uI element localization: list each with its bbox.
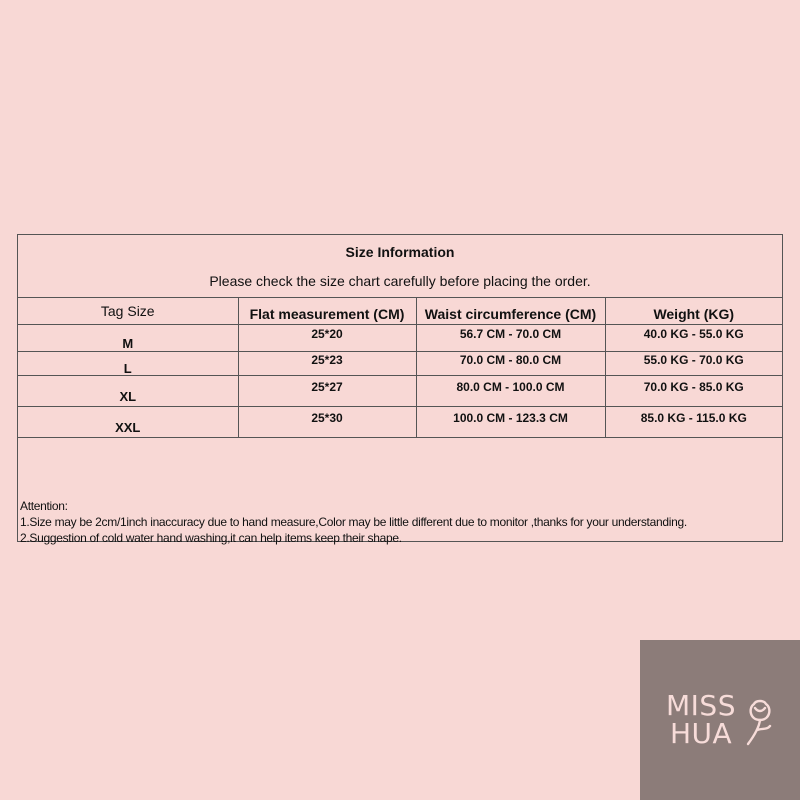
waist-cell	[416, 407, 605, 438]
weight-text: 85.0 KG - 115.0 KG	[640, 411, 747, 425]
table-row	[18, 352, 782, 376]
weight-cell	[605, 407, 782, 438]
weight-text: 40.0 KG - 55.0 KG	[643, 327, 744, 341]
waist-cell	[416, 352, 605, 376]
flat-cell	[238, 325, 416, 352]
flower-icon	[740, 698, 780, 748]
tag-size-cell	[18, 325, 238, 352]
size-table	[18, 297, 782, 438]
table-header-row	[18, 298, 782, 325]
weight-cell	[605, 352, 782, 376]
header-weight-text: Weight (KG)	[653, 306, 735, 322]
attention-note-1: 1.Size may be 2cm/1inch inaccuracy due to hand measure,Color may be little different due to monitor ,thanks for your understanding.	[20, 515, 687, 529]
header-waist-circumference-text: Waist circumference (CM)	[424, 306, 597, 322]
header-flat-measurement-text: Flat measurement (CM)	[249, 306, 405, 322]
logo-text	[666, 689, 736, 750]
flat-cell	[238, 352, 416, 376]
header-waist-circumference	[416, 298, 605, 325]
flat-cell	[238, 407, 416, 438]
header-flat-measurement	[238, 298, 416, 325]
header-tag-size: Tag Size	[18, 298, 238, 325]
logo-line-1: MISS	[666, 689, 736, 722]
waist-text: 56.7 CM - 70.0 CM	[459, 327, 562, 341]
waist-cell	[416, 325, 605, 352]
waist-text: 70.0 CM - 80.0 CM	[459, 352, 562, 367]
size-chart	[17, 234, 783, 545]
weight-cell	[605, 376, 782, 407]
chart-title: Size Information	[345, 244, 455, 260]
tag-size-text: XXL	[115, 419, 141, 435]
flat-cell	[238, 376, 416, 407]
flat-text: 25*23	[311, 352, 343, 367]
flat-text: 25*20	[311, 327, 343, 341]
attention-heading: Attention:	[20, 499, 68, 513]
table-row	[18, 325, 782, 352]
waist-cell	[416, 376, 605, 407]
tag-size-text: XL	[119, 388, 137, 404]
chart-subtitle: Please check the size chart carefully before placing the order.	[209, 273, 591, 289]
attention-note-2: 2.Suggestion of cold water hand washing,it can help items keep their shape.	[20, 531, 402, 545]
tag-size-cell	[18, 407, 238, 438]
logo-line-2: HUA	[670, 717, 733, 750]
flat-text: 25*30	[311, 411, 343, 425]
brand-logo	[640, 640, 800, 800]
flat-text: 25*27	[311, 380, 343, 394]
weight-text: 70.0 KG - 85.0 KG	[643, 380, 744, 394]
table-row	[18, 376, 782, 407]
tag-size-cell	[18, 376, 238, 407]
waist-text: 100.0 CM - 123.3 CM	[453, 411, 568, 425]
attention-notes	[20, 498, 687, 546]
waist-text: 80.0 CM - 100.0 CM	[456, 380, 565, 394]
tag-size-cell	[18, 352, 238, 376]
tag-size-text: M	[122, 335, 134, 351]
table-row	[18, 407, 782, 438]
weight-text: 55.0 KG - 70.0 KG	[643, 352, 744, 367]
header-weight	[605, 298, 782, 325]
tag-size-text: L	[123, 361, 132, 376]
weight-cell	[605, 325, 782, 352]
